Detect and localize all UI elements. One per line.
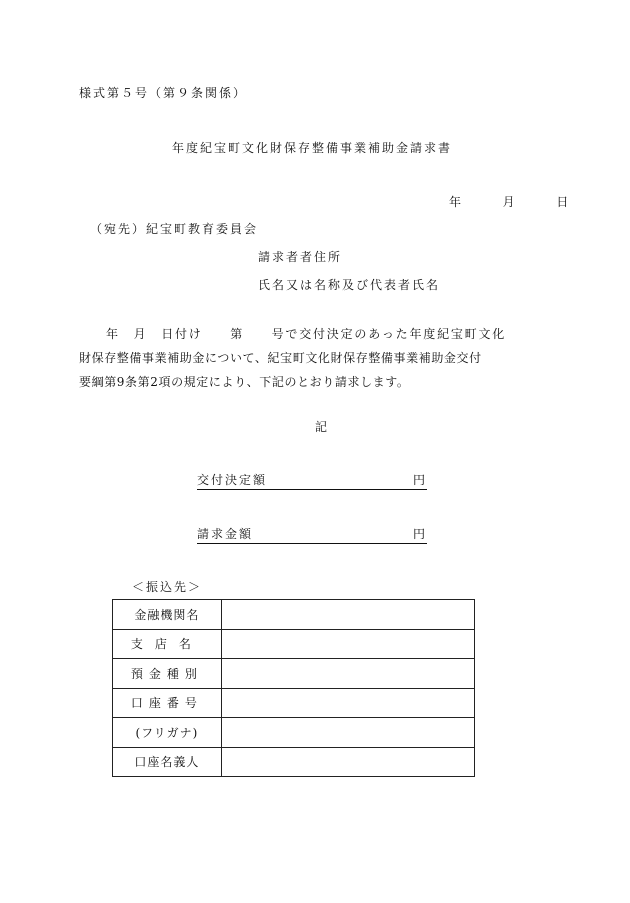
- deposit-type-label: 預金種別: [113, 659, 222, 689]
- request-body: [79, 322, 559, 394]
- branch-label: 支店名: [113, 629, 222, 659]
- date-day-field[interactable]: 日: [556, 195, 569, 209]
- table-row: [113, 718, 475, 748]
- date-month-field[interactable]: 月: [502, 195, 515, 209]
- requester-name-label: 氏名又は名称及び代表者氏名: [258, 278, 441, 292]
- deposit-type-field[interactable]: [221, 659, 474, 689]
- furigana-label: (フリガナ): [113, 718, 222, 748]
- account-number-label: 口座番号: [113, 688, 222, 718]
- ki-heading: 記: [315, 420, 328, 434]
- requester-address-label: 請求者者住所: [258, 250, 343, 264]
- decided-amount-label: 交付決定額: [197, 473, 268, 487]
- furigana-field[interactable]: [221, 718, 474, 748]
- claimed-amount-label: 請求金額: [197, 527, 254, 541]
- table-row: [113, 688, 475, 718]
- table-row: [113, 747, 475, 777]
- date-line: [449, 193, 568, 210]
- transfer-table: [112, 599, 475, 777]
- account-holder-label: 口座名義人: [113, 747, 222, 777]
- form-number: 様式第５号（第９条関係）: [79, 86, 248, 100]
- branch-field[interactable]: [221, 629, 474, 659]
- date-year-field[interactable]: 年: [449, 195, 462, 209]
- account-number-field[interactable]: [221, 688, 474, 718]
- bank-name-label: 金融機関名: [113, 600, 222, 630]
- document-title: 年度紀宝町文化財保存整備事業補助金請求書: [172, 141, 453, 155]
- body-line-2: 財保存整備事業補助金について、紀宝町文化財保存整備事業補助金交付: [79, 351, 482, 365]
- transfer-heading: ＜振込先＞: [132, 580, 203, 594]
- table-row: [113, 659, 475, 689]
- body-line-3: 要綱第9条第2項の規定により、下記のとおり請求します。: [79, 375, 410, 389]
- claimed-amount-field[interactable]: [197, 525, 427, 544]
- claimed-amount-unit: 円: [412, 527, 427, 541]
- body-line-1: 年 月 日付け 第 号で交付決定のあった年度紀宝町文化: [106, 327, 507, 341]
- decided-amount-unit: 円: [412, 473, 427, 487]
- addressee: （宛先）紀宝町教育委員会: [90, 222, 259, 236]
- bank-name-field[interactable]: [221, 600, 474, 630]
- table-row: [113, 600, 475, 630]
- account-holder-field[interactable]: [221, 747, 474, 777]
- table-row: [113, 629, 475, 659]
- decided-amount-field[interactable]: [197, 471, 427, 490]
